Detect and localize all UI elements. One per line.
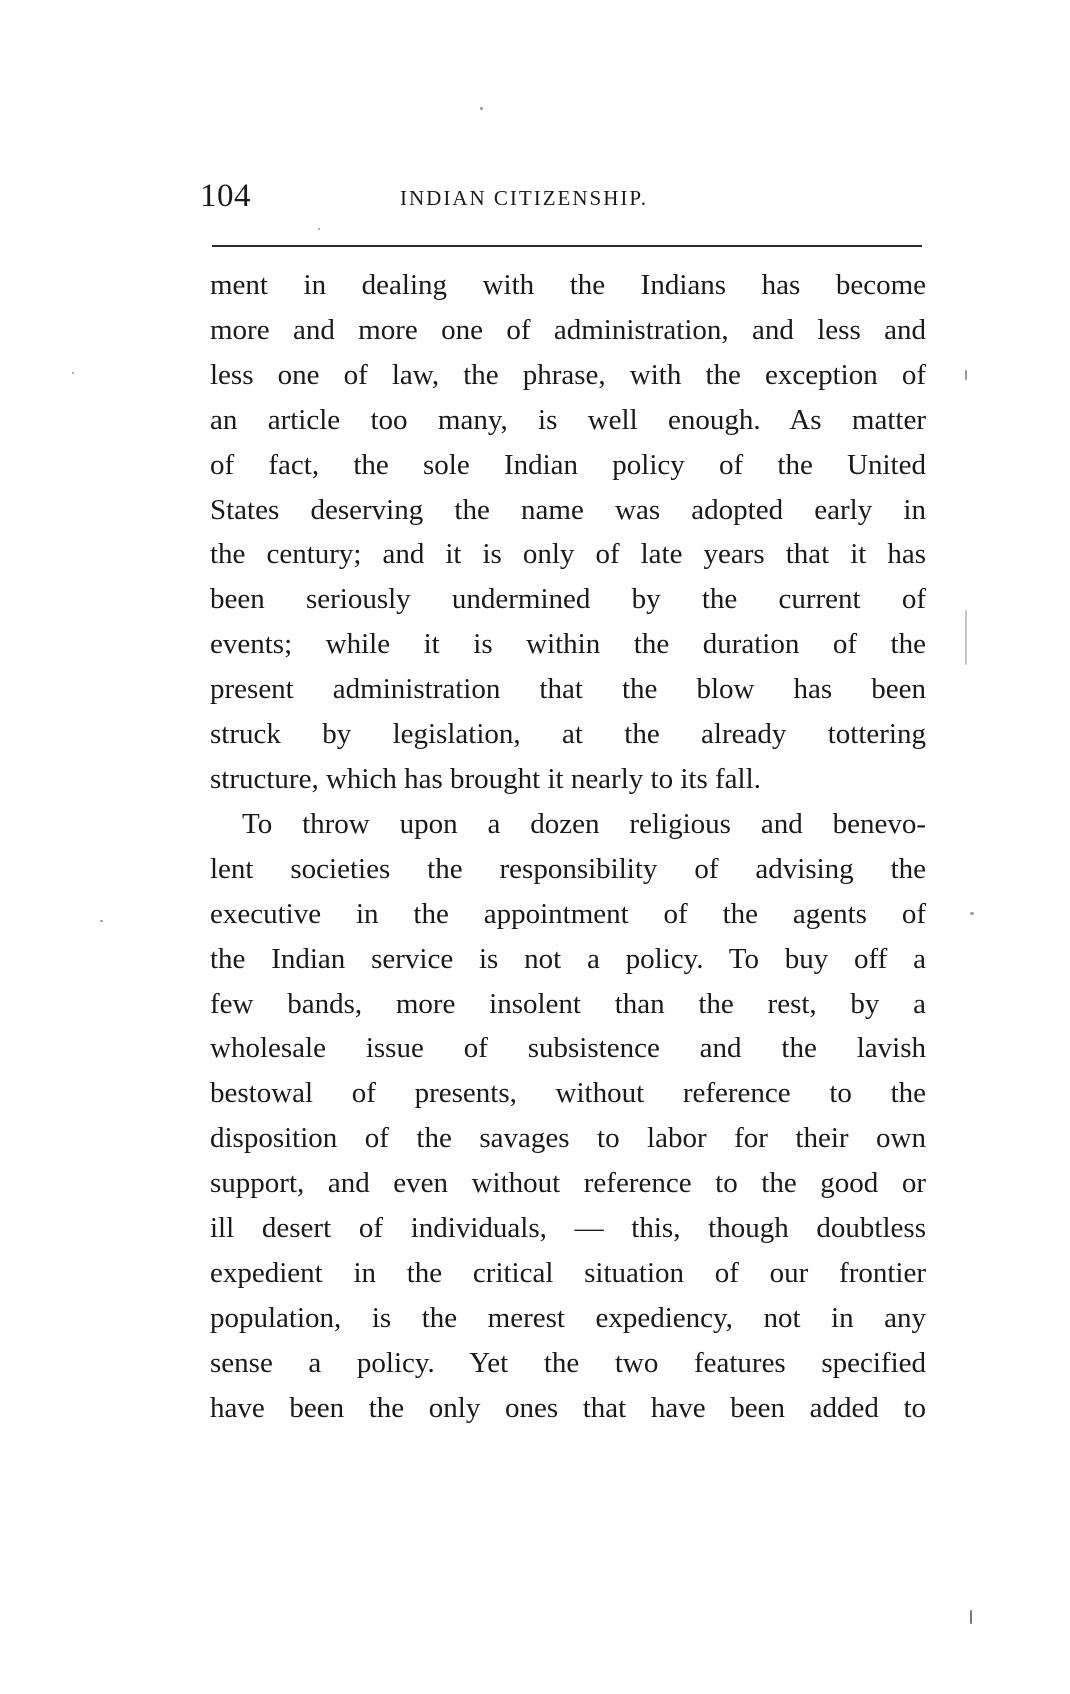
body-text	[210, 263, 926, 1431]
scan-speck	[965, 610, 967, 665]
scan-speck	[100, 920, 103, 922]
text-line: few bands, more insolent than the rest, by a	[210, 987, 926, 1020]
text-line: ill desert of individuals, — this, though doubtless	[210, 1212, 926, 1245]
text-line: the Indian service is not a policy. To buy off a	[210, 942, 926, 975]
text-line: present administration that the blow has been	[210, 673, 926, 706]
paragraph-1	[210, 263, 926, 802]
text-line: less one of law, the phrase, with the exception of	[210, 358, 926, 391]
text-line: support, and even without reference to the good or	[210, 1167, 926, 1200]
scan-speck	[970, 1610, 972, 1624]
text-line: of fact, the sole Indian policy of the United	[210, 448, 926, 481]
page-number: 104	[200, 178, 251, 214]
text-line: bestowal of presents, without reference to the	[210, 1077, 926, 1110]
text-line: events; while it is within the duration of the	[210, 628, 926, 661]
text-line: struck by legislation, at the already tottering	[210, 718, 926, 751]
scan-speck	[970, 912, 974, 915]
text-line: disposition of the savages to labor for their own	[210, 1122, 926, 1155]
header-rule	[212, 245, 922, 247]
scan-speck	[965, 370, 967, 380]
text-line: have been the only ones that have been added to	[210, 1391, 926, 1424]
text-line: sense a policy. Yet the two features specified	[210, 1346, 926, 1379]
page-header	[200, 178, 922, 222]
text-line: an article too many, is well enough. As matter	[210, 403, 926, 436]
text-line: lent societies the responsibility of advising the	[210, 852, 926, 885]
scan-speck	[480, 107, 483, 110]
text-line: wholesale issue of subsistence and the lavish	[210, 1032, 926, 1065]
scan-speck	[318, 228, 320, 230]
scan-speck	[72, 372, 74, 374]
text-line: more and more one of administration, and less and	[210, 313, 926, 346]
text-line: the century; and it is only of late years that it has	[210, 538, 926, 571]
paragraph-2	[210, 802, 926, 1431]
text-line: population, is the merest expediency, not in any	[210, 1301, 926, 1334]
text-line: States deserving the name was adopted early in	[210, 493, 926, 526]
text-line: expedient in the critical situation of our frontier	[210, 1256, 926, 1289]
text-line: structure, which has brought it nearly to its fall.	[210, 762, 761, 795]
text-line: executive in the appointment of the agents of	[210, 897, 926, 930]
running-title: INDIAN CITIZENSHIP.	[400, 186, 648, 210]
text-line: ment in dealing with the Indians has become	[210, 269, 926, 301]
text-line: To throw upon a dozen religious and benevo-	[242, 807, 926, 840]
text-line: been seriously undermined by the current of	[210, 583, 926, 616]
